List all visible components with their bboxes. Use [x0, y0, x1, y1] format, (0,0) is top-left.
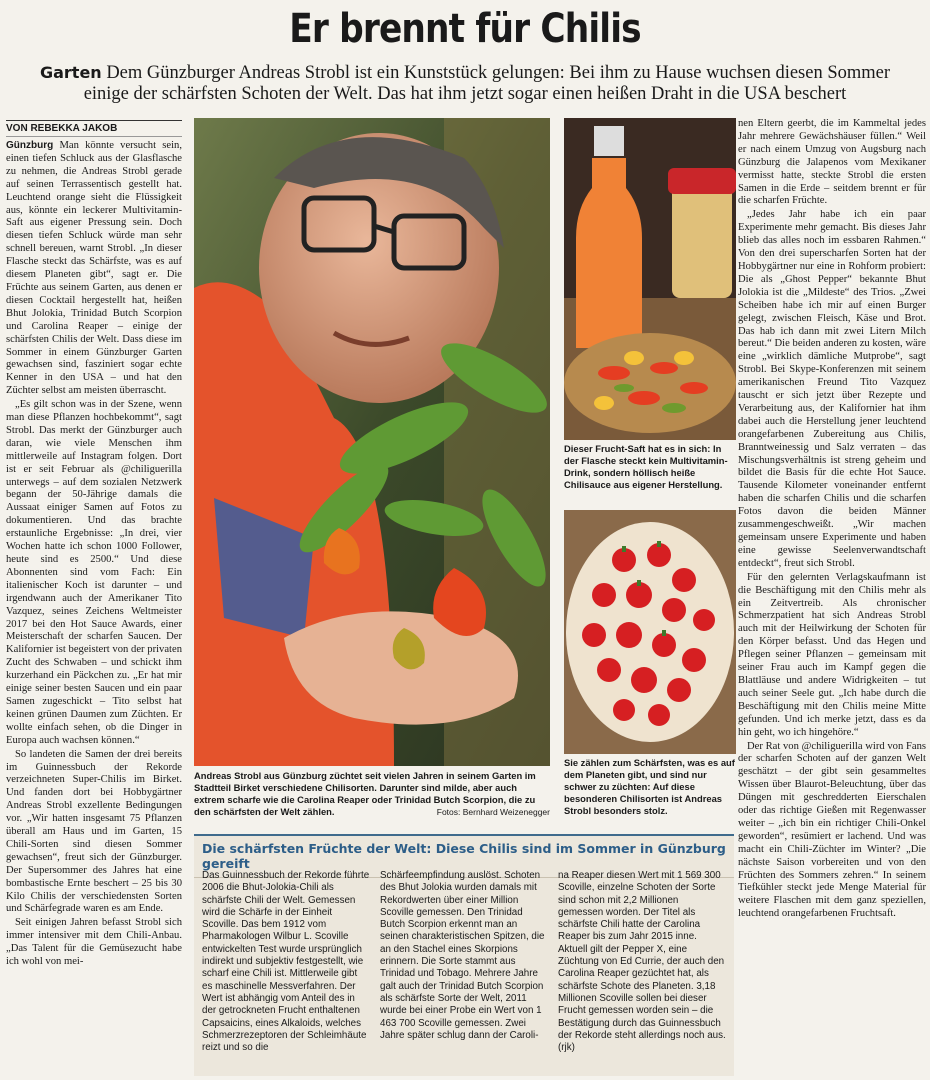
- article-paragraph: Seit einigen Jahren befasst Strobl sich immer intensiver mit dem Chili-Anbau. „Das Talent für die Gemüsezucht habe ich wohl von mei-: [6, 917, 182, 968]
- bottle-caption: Dieser Frucht-Saft hat es in sich: In der Flasche steckt kein Multivitamin-Drink, sondern höllisch heiße Chilisauce aus eigener Herstellung.: [564, 443, 728, 490]
- article-column-left: [6, 140, 182, 1075]
- article-column-right: [738, 118, 926, 1076]
- article-paragraph: [6, 140, 182, 398]
- subhead-text: Dem Günzburger Andreas Strobl ist ein Kunststück gelungen: Bei ihm zu Hause wuchsen diesen Sommer einige der schärfsten Schoten der Welt. Das hat ihm jetzt sogar einen heißen Draht in die USA beschert: [83, 63, 891, 104]
- info-box-column: Schärfeempfindung auslöst. Schoten des Bhut Jolokia wurden damals mit Rekordwerten über einer Million Scoville gemessen. Den Trinidad Butch Scorpion erkennt man an seinen charakteristischen Spitzen, die an den Stachel eines Skorpions erinnern. Die Sorte stammt aus Trinidad und Tobago. Mehrere Jahre galt auch der Trinidad Butch Scorpion als schärfste Sorte der Welt, 2011 wurde bei einer Probe ein Wert von 1 463 700 Scoville gemessen. Zwei Jahre später schlug dann der Caroli-: [380, 870, 545, 1041]
- headline: Er brennt für Chilis: [289, 6, 641, 52]
- chili-bowl-photo: [564, 510, 736, 754]
- article-paragraph: Der Rat von @chiliguerilla wird von Fans der scharfen Schoten auf der ganzen Welt geschätzt – der gibt sein gesammeltes Wissen über Blaurot-Beleuchtung, über das Düngen mit geschredderten Eierschalen oder das richtige Gießen mit Regenwasser weiter – „ich bin ein richtiger Chili-Onkel geworden“, resümiert er lachend. Und was macht ein Chili-Züchter im Winter? „Die nächste Saison vorbereiten und von den Früchten des Sommers zehren.“ In seinem Tiefkühler steckt jede Menge Material für weitere Flaschen mit dem ganz speziellen, leuchtend orangefarbenen Fruchtsaft.: [738, 740, 926, 920]
- info-box-columns: [202, 870, 726, 1072]
- subhead-kicker: Garten: [39, 63, 102, 82]
- sauce-bottle-photo: [564, 118, 736, 440]
- bowl-caption: Sie zählen zum Schärfsten, was es auf dem Planeten gibt, und sind nur schwer zu züchten: Auf diese besonderen Chilisorten ist Andreas Strobl besonders stolz.: [564, 757, 735, 816]
- subhead: [20, 62, 910, 105]
- info-box-column: Das Guinnessbuch der Rekorde führte 2006 die Bhut-Jolokia-Chili als schärfste Chili der Welt. Gemessen wird die Schärfe in der Einheit Scoville. Das bem 1912 vom Pharmakologen Wilbur L. Scoville entwickelten Test wurde ursprünglich indirekt und subjektiv festgestellt, wie scharf eine Chili ist. Mittlerweile gibt es maschinelle Messverfahren. Der Wert ist abhängig vom Anteil des in der getrockneten Frucht enthaltenen Capsaicins, eines Alkaloids, welches Schmerzrezeptoren der Schleimhäute reizt und so die: [202, 870, 370, 1054]
- info-box: [194, 834, 734, 1076]
- article-paragraph: So landeten die Samen der drei bereits im Guinnessbuch der Rekorde verzeichneten Super-Chilis im Birket. Und fanden dort bei Hobbygärtner Andreas Strobl exzellente Bedingungen vor. „Wir hatten insgesamt 75 Pflanzen überall am Haus und im Garten, 15 Chili-Sorten sind diesen Sommer gewachsen“, freut sich der Günzburger. Der Supersommer des Jahres hat eine bombastische Ernte beschert – 25 bis 30 Kilo Chilis der verschiedensten Sorten und Schärfegrade waren es am Ende.: [6, 748, 182, 915]
- main-caption-text: Andreas Strobl aus Günzburg züchtet seit vielen Jahren in seinem Garten im Stadtteil Birket verschiedene Chilisorten. Darunter sind milde, aber auch extrem scharfe wie die Carolina Reaper oder Trinidad Butch Scorpion, die zu den schärfsten der Welt zählen.: [194, 770, 536, 817]
- paragraph-text: Man könnte versucht sein, einen tiefen Schluck aus der Glasflasche zu nehmen, die Andreas Strobl gerade auf seinen Terrassentisch gestellt hat. Leuchtend orange sieht die Flüssigkeit aus, könnte ein leckerer Multivitamin-Saft aus eigener Pressung sein. Doch diesen tiefen Schluck würde man sehr schnell bereuen, warnt Strobl. „In dieser Flasche steckt das Schärfste, was es auf diesem Planeten gibt“, sagt er. Die Früchte aus seinem Garten, aus denen er diesen Cocktail hergestellt hat, heißen Bhut Jolokia, Trinidad Butch Scorpion und Carolina Reaper – einige der schärfsten Chilis der Welt. Dass diese im Sommer in einem Günzburger Garten gewachsen sind, fasziniert sogar echte Kenner in den USA – und hat den Züchter selbst am meisten überrascht.: [6, 140, 182, 397]
- info-box-title: Die schärfsten Früchte der Welt: Diese Chilis sind im Sommer in Günzburg gereift: [194, 836, 734, 878]
- article-paragraph: „Es gilt schon was in der Szene, wenn man diese Pflanzen hochbekommt“, sagt Strobl. Das merkt der Günzburger auch daran, wie viele Menschen ihm mittlerweile auf Instagram folgen. Dort ist er seit Februar als @chiliguerilla unterwegs – auf dem sozialen Netzwerk begann der 50-Jährige damals die Aussaat einiger Samen auf Fotos zu dokumentieren. Und das brachte erstaunliche Ergebnisse: „In drei, vier Wochen hatte ich schon 1000 Follower, heute sind es 2500.“ Und diese Abonnenten sind vom Fach: Ein italienischer Koch ist darunter – und irgendwann auch der Amerikaner Tito Vazquez, seines Zeichens Weltmeister 2017 bei den Hot Sauce Awards, einer Meisterschaft der scharfen Saucen. Der Kalifornier ist begeistert von der privaten Zucht des Schwaben – und schickt ihm kurzerhand ein Päckchen zu. „Er hat mir einige seiner besten Saucen und ein paar Samen zugeschickt – Tito selbst hat keinen grünen Daumen zum Züchten. Er wollte einfach sehen, ob die Dinger in Europa auch wachsen können.“: [6, 399, 182, 746]
- main-photo-caption: [194, 770, 550, 818]
- article-paragraph: nen Eltern geerbt, die im Kammeltal jedes Jahr mehrere Gewächshäuser füllen.“ Weil er nach einem Umzug von Augsburg nach Günzburg die Jalapenos vom Mexikaner vermisst hatte, steckte Strobl die ersten Samen in die Erde – seitdem brennt er für die scharfen Früchte.: [738, 118, 926, 207]
- byline: VON REBEKKA JAKOB: [6, 120, 182, 137]
- article-paragraph: „Jedes Jahr habe ich ein paar Experimente mehr gemacht. Bis dieses Jahr blieb das alles noch im essbaren Rahmen.“ Von den drei superscharfen Sorten hat der Hobbygärtner nur eine in Rohform probiert: Die als „Ghost Pepper“ bekannte Bhut Jolokia ist die „Mildeste“ des Trios. „Zwei Scheiben habe ich mir auf einen Burger gelegt, zwischen Fleisch, Käse und Brot. Das hab ich dann mit zwei Litern Milch bereut.“ Die beiden anderen zu kosten, wäre eine „wirklich dämliche Mutprobe“, sagt Strobl. Bei Skype-Konferenzen mit seinem amerikanischen Freund Tito Vazquez tauscht er sich jetzt über Rezepte und Verarbeitung aus, der Kalifornier hat ihm dabei auch die Herstellung jener leuchtend orangefarbenen Zubereitung aus Chilis, Branntweinessig und Salz verraten – das Mischungsverhältnis ist streng geheim und bildet die Basis für die echte Hot Sauce. Tausende Kilometer voneinander entfernt haben die scharfen Chilis und die scharfen Fotos davon die beiden Männer zusammengeschweißt. „Wir machen gemeinsam unsere Experimente und haben eine gewisse Seelenverwandtschaft entdeckt“, freut sich Strobl.: [738, 209, 926, 569]
- main-photo: [194, 118, 550, 766]
- article-paragraph: Für den gelernten Verlagskaufmann ist die Beschäftigung mit den Chilis mehr als ein Zeitvertreib. Als chronischer Schmerzpatient hat sich Andreas Strobl auch mit der Heilwirkung der Schoten für den Körper befasst. Und das Hegen und Pflegen seiner Pflanzen – gemeinsam mit seiner Frau auch im Kampf gegen die Blattläuse und andere Widrigkeiten – tut auch seiner Seele gut. „Ich habe durch die Beschäftigung mit den Chilis meine Mitte gefunden. Und ich merke jetzt, dass es da hin geht, wo ich hingehöre.“: [738, 571, 926, 738]
- dateline: Günzburg: [6, 140, 54, 151]
- photo-credit: Fotos: Bernhard Weizenegger: [436, 807, 550, 817]
- info-box-column: na Reaper diesen Wert mit 1 569 300 Scoville, einzelne Schoten der Sorte sind schon mit 2,2 Millionen gemessen worden. Der Titel als schärfste Chili hatte der Carolina Reaper bis zum Jahr 2015 inne. Aktuell gilt der Pepper X, eine Züchtung von Ed Currie, der auch den Carolina Reaper gezüchtet hat, als schärfste Schote des Planeten. 3,18 Millionen Scoville sollen bei dieser Frucht gemessen worden sein – die Bestätigung durch das Guinnessbuch der Rekorde steht allerdings noch aus. (rjk): [558, 870, 726, 1054]
